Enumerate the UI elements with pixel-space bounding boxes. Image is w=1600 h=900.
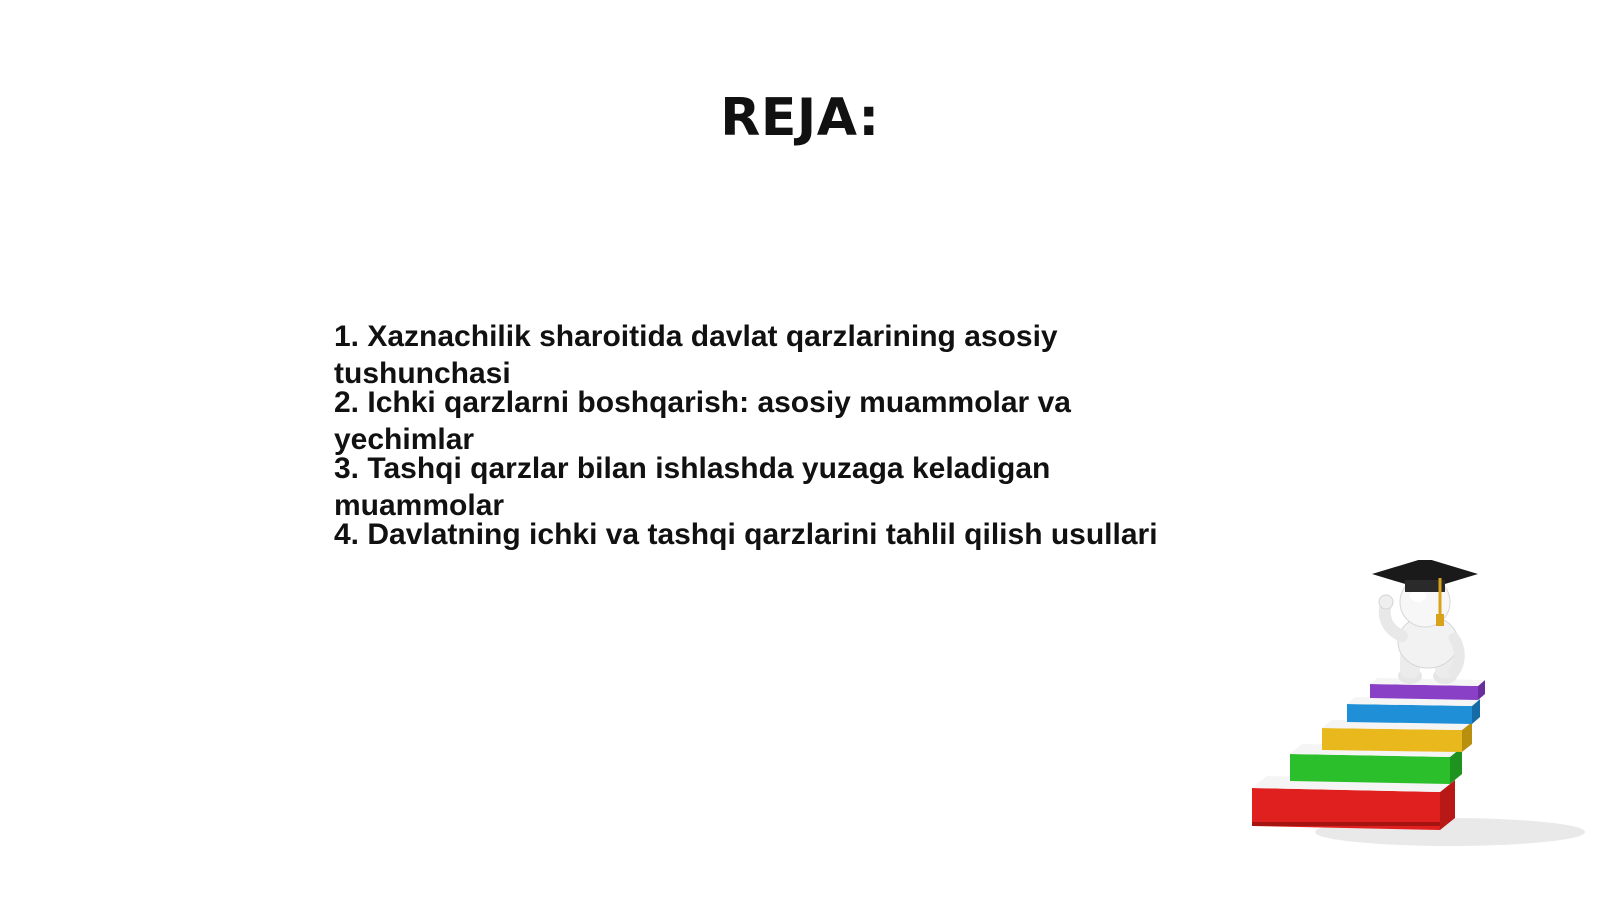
- plan-item-3: 3. Tashqi qarzlar bilan ishlashda yuzaga keladigan muammolar: [334, 452, 1051, 522]
- plan-item-4: 4. Davlatning ichki va tashqi qarzlarini tahlil qilish usullari: [334, 518, 1158, 551]
- graduate-on-books-icon: [1250, 560, 1590, 860]
- book-purple: [1370, 678, 1485, 700]
- slide-title: REJA:: [720, 88, 880, 148]
- book-blue: [1347, 697, 1480, 724]
- graduate-figure: [1372, 560, 1478, 684]
- book-red: [1252, 776, 1455, 830]
- plan-item-2: 2. Ichki qarzlarni boshqarish: asosiy muammolar va yechimlar: [334, 386, 1071, 456]
- plan-list: [334, 318, 1214, 553]
- book-yellow: [1322, 720, 1472, 752]
- graduate-books-illustration: [1250, 560, 1590, 860]
- plan-item-1: 1. Xaznachilik sharoitida davlat qarzlarining asosiy tushunchasi: [334, 320, 1058, 390]
